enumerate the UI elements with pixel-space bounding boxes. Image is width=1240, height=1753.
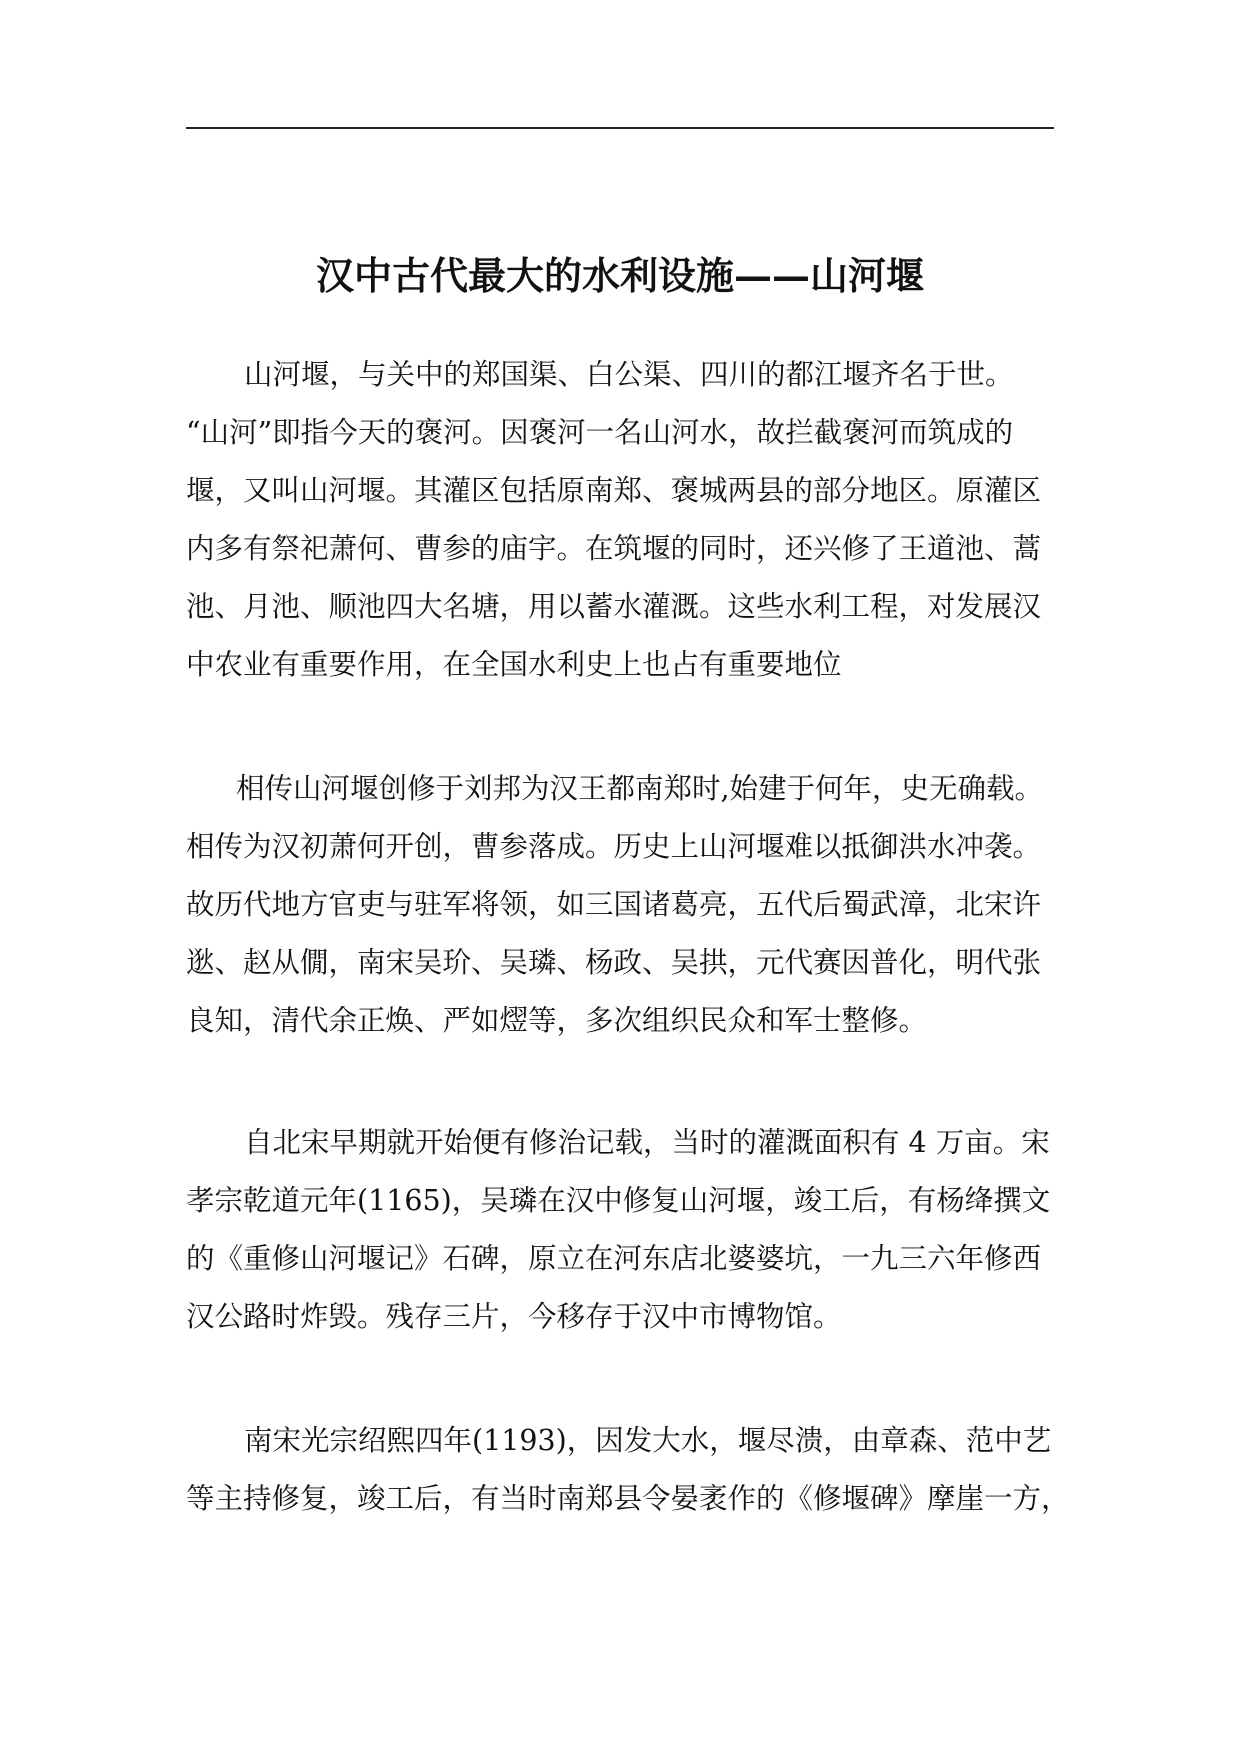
paragraph-line: 故历代地方官吏与驻军将领，如三国诸葛亮，五代后蜀武漳，北宋许 xyxy=(186,888,1042,921)
paragraph-line: 堰，又叫山河堰。其灌区包括原南郑、褒城两县的部分地区。原灌区 xyxy=(186,474,1042,507)
paragraph-line: 自北宋早期就开始便有修治记载，当时的灌溉面积有 4 万亩。宋 xyxy=(244,1126,1050,1159)
paragraph-line: 南宋光宗绍熙四年(1193)，因发大水，堰尽溃，由章森、范中艺 xyxy=(244,1424,1052,1457)
paragraph-line: 等主持修复，竣工后，有当时南郑县令晏袤作的《修堰碑》摩崖一方， xyxy=(186,1482,1070,1515)
paragraph-line: 的《重修山河堰记》石碑，原立在河东店北婆婆坑，一九三六年修西 xyxy=(186,1242,1042,1275)
paragraph-line: 良知，清代余正焕、严如熤等，多次组织民众和军士整修。 xyxy=(186,1004,928,1037)
document-title: 汉中古代最大的水利设施——山河堰 xyxy=(315,253,924,298)
paragraph-line: 相传为汉初萧何开创，曹参落成。历史上山河堰难以抵御洪水冲袭。 xyxy=(186,830,1042,863)
paragraph-line: 中农业有重要作用，在全国水利史上也占有重要地位 xyxy=(186,648,842,681)
paragraph-line: 汉公路时炸毁。残存三片，今移存于汉中市博物馆。 xyxy=(186,1300,842,1333)
paragraph-line: 池、月池、顺池四大名塘，用以蓄水灌溉。这些水利工程，对发展汉 xyxy=(186,590,1042,623)
paragraph-1 xyxy=(186,346,1054,694)
paragraph-2 xyxy=(186,760,1054,1050)
header-rule xyxy=(186,127,1054,129)
paragraph-4 xyxy=(186,1412,1070,1528)
paragraph-3 xyxy=(186,1114,1054,1346)
paragraph-line: 山河堰，与关中的郑国渠、白公渠、四川的都江堰齐名于世。 xyxy=(244,358,1014,391)
paragraph-line: “山河”即指今天的褒河。因褒河一名山河水，故拦截褒河而筑成的 xyxy=(186,416,1014,449)
paragraph-line: 内多有祭祀萧何、曹参的庙宇。在筑堰的同时，还兴修了王道池、蒿 xyxy=(186,532,1042,565)
paragraph-line: 相传山河堰创修于刘邦为汉王都南郑时,始建于何年，史无确载。 xyxy=(236,772,1044,805)
paragraph-line: 孝宗乾道元年(1165)，吴璘在汉中修复山河堰，竣工后，有杨绛撰文 xyxy=(186,1184,1051,1217)
paragraph-line: 逖、赵从僩，南宋吴玠、吴璘、杨政、吴拱，元代赛因普化，明代张 xyxy=(186,946,1042,979)
